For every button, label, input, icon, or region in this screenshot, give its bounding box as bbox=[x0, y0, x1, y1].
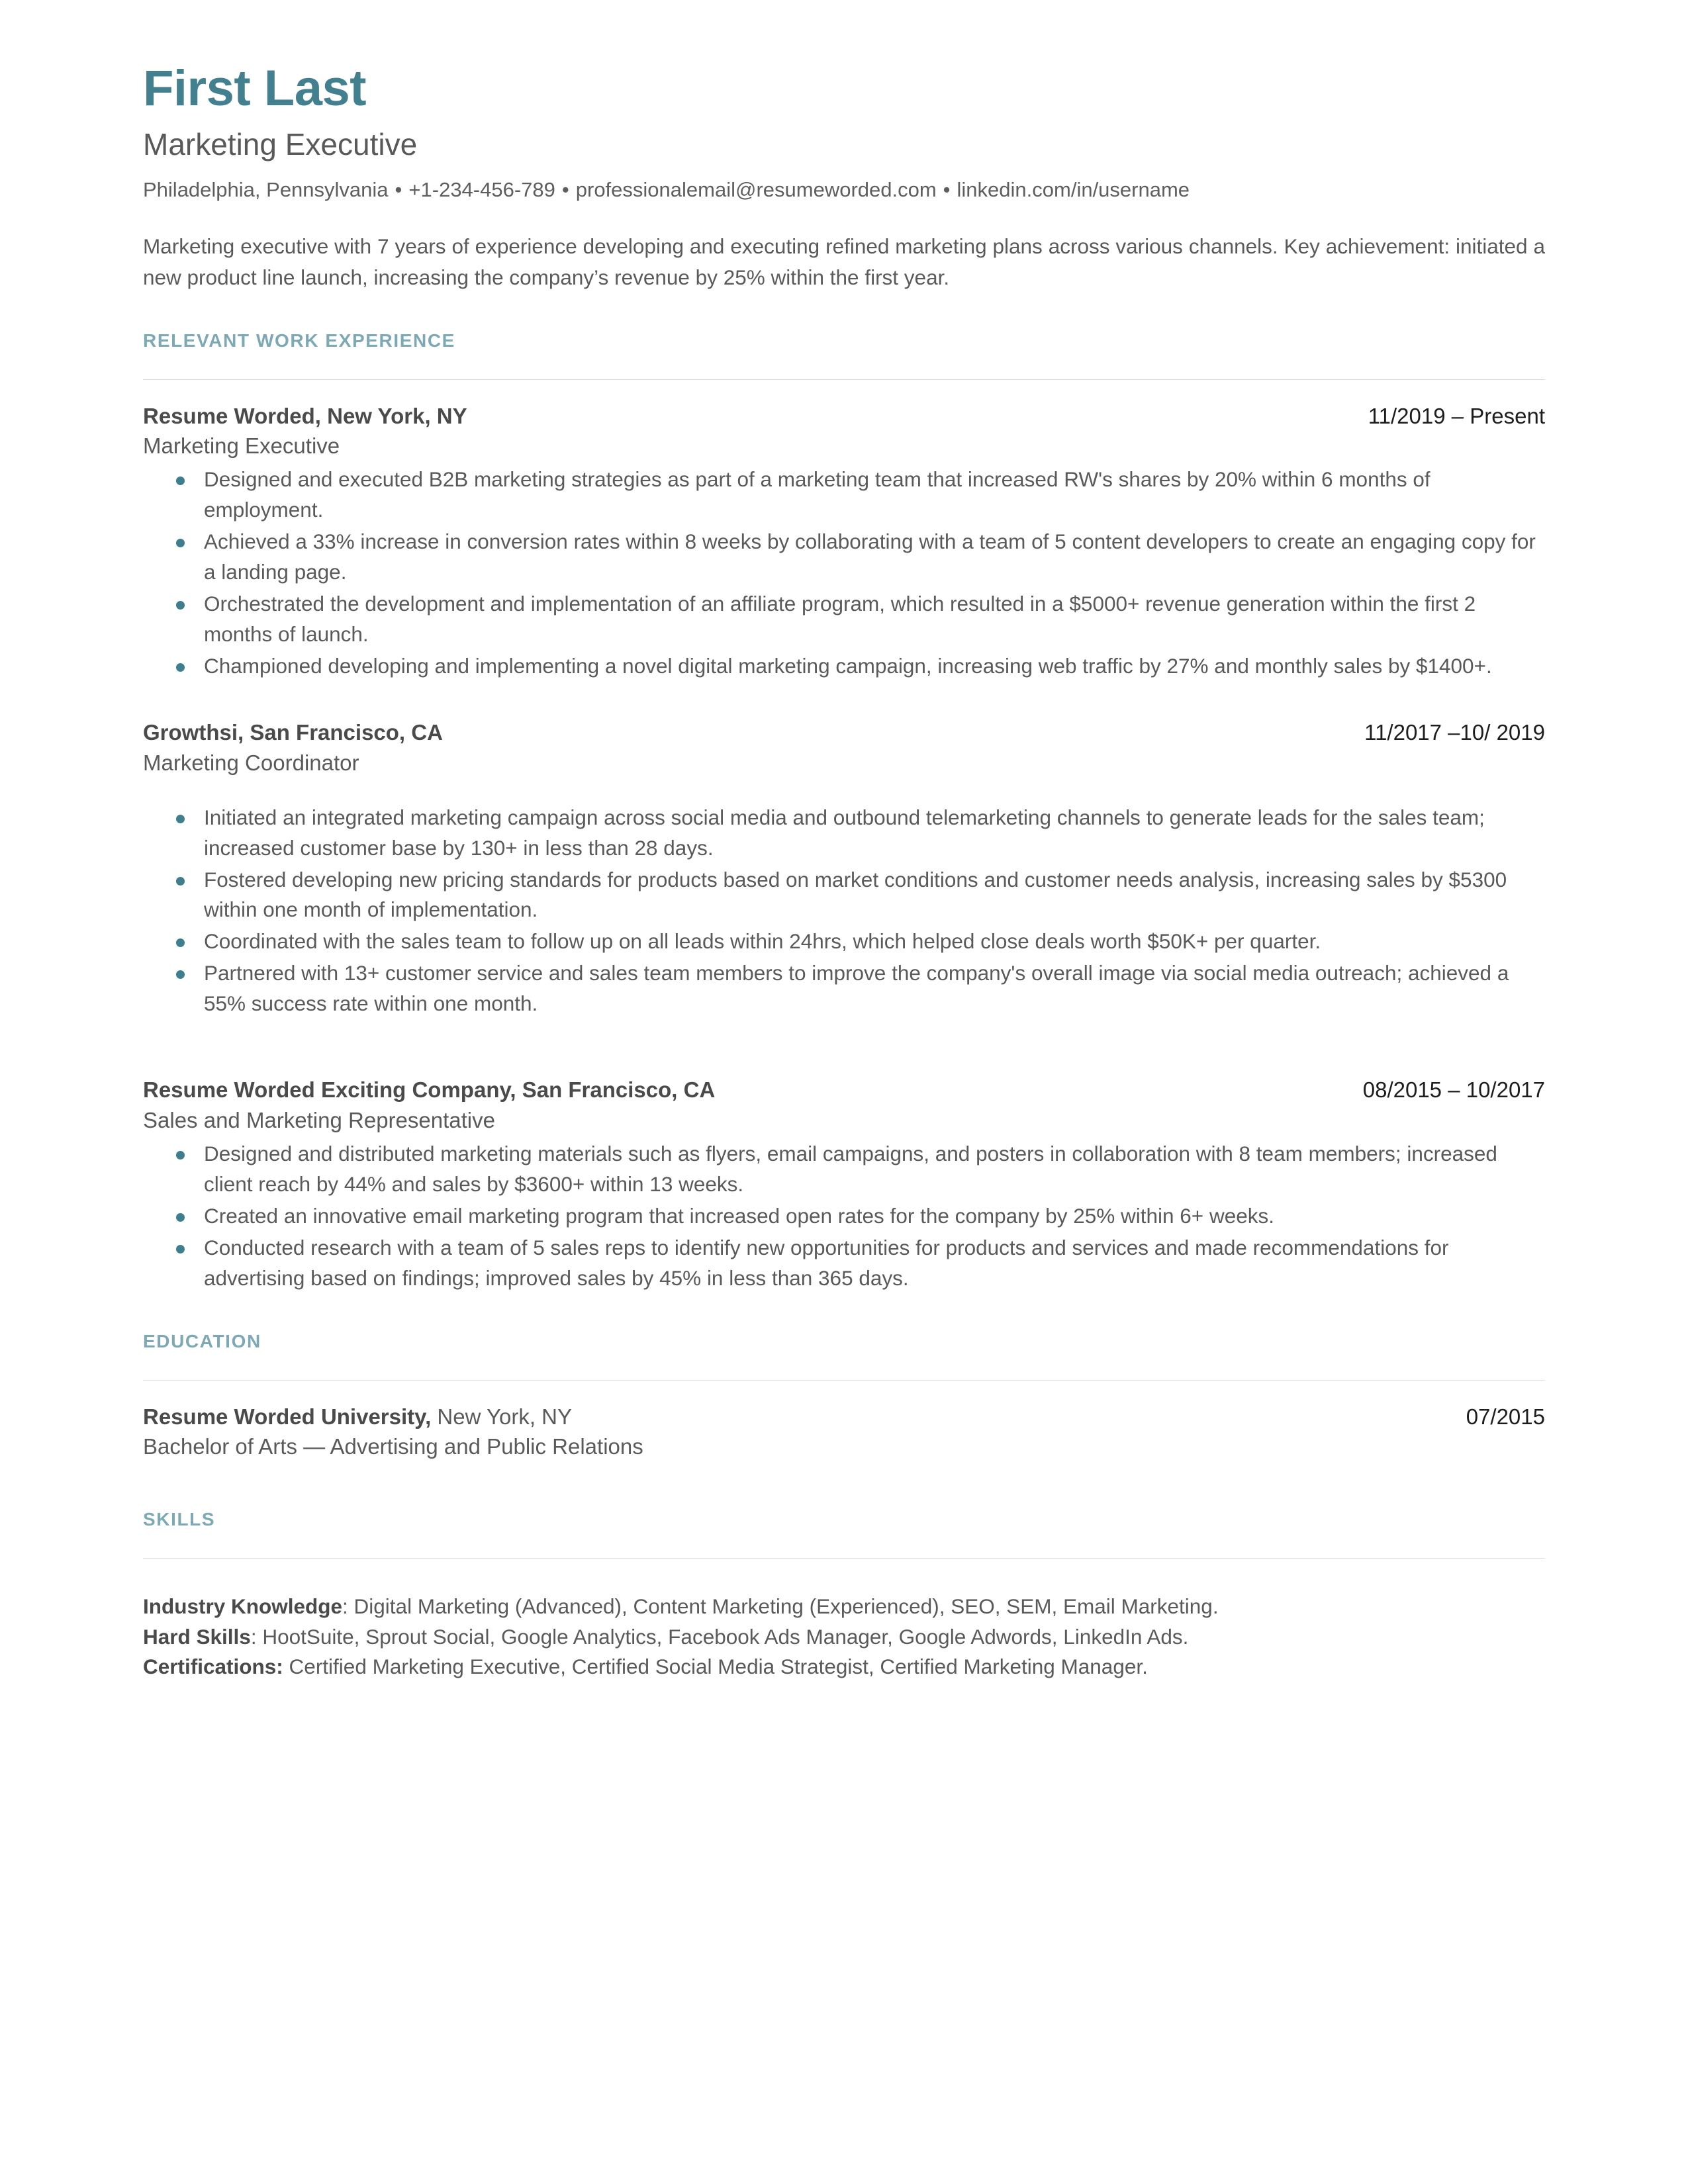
spacer bbox=[143, 1300, 1545, 1331]
experience-entry bbox=[143, 1076, 1545, 1293]
section-experience bbox=[143, 330, 1545, 1294]
contact-linkedin[interactable]: linkedin.com/in/username bbox=[957, 178, 1190, 202]
spacer bbox=[143, 1581, 1545, 1592]
professional-summary: Marketing executive with 7 years of experience developing and executing refined marketing plans across various channels. Key achievement: initiated a new product line launch, increasing the company’s revenue by 25% within the first year. bbox=[143, 234, 1545, 290]
spacer bbox=[143, 1056, 1545, 1076]
experience-dates: 11/2019 – Present bbox=[1368, 403, 1545, 428]
experience-bullet: Created an innovative email marketing program that increased open rates for the company by 25% within 6+ weeks. bbox=[143, 1201, 1545, 1232]
experience-bullet: Fostered developing new pricing standards for products based on market conditions and customer needs analysis, increasing sales by $5300 within one month of implementation. bbox=[143, 865, 1545, 926]
section-divider-experience bbox=[143, 379, 1545, 380]
experience-dates: 11/2017 –10/ 2019 bbox=[1364, 720, 1545, 745]
experience-bullet: Partnered with 13+ customer service and sales team members to improve the company's overall image via social media outreach; achieved a 55% success rate within one month. bbox=[143, 958, 1545, 1019]
experience-bullet: Initiated an integrated marketing campaign across social media and outbound telemarketing channels to generate leads for the sales team; increased customer base by 130+ in less than 28 days. bbox=[143, 803, 1545, 864]
section-education bbox=[143, 1331, 1545, 1461]
section-divider-skills bbox=[143, 1558, 1545, 1559]
experience-bullet: Coordinated with the sales team to follow up on all leads within 24hrs, which helped close deals worth $50K+ per quarter. bbox=[143, 927, 1545, 957]
contact-separator-1: • bbox=[395, 178, 402, 202]
section-title-education: EDUCATION bbox=[143, 1330, 261, 1351]
section-title-experience: RELEVANT WORK EXPERIENCE bbox=[143, 330, 455, 351]
section-title-skills: SKILLS bbox=[143, 1509, 216, 1530]
contact-phone[interactable]: +1-234-456-789 bbox=[408, 178, 555, 202]
education-entry-header bbox=[143, 1403, 1545, 1431]
experience-entry bbox=[143, 402, 1545, 682]
experience-entry-header bbox=[143, 1076, 1545, 1104]
section-divider-education bbox=[143, 1380, 1545, 1381]
experience-dates: 08/2015 – 10/2017 bbox=[1362, 1077, 1545, 1103]
education-school bbox=[143, 1403, 572, 1431]
skill-label: Hard Skills bbox=[143, 1624, 251, 1649]
experience-bullet: Conducted research with a team of 5 sales reps to identify new opportunities for products and services and made recommendations for advertising based on findings; improved sales by 45% in less than 365 days. bbox=[143, 1233, 1545, 1294]
candidate-name: First Last bbox=[143, 60, 367, 116]
education-school-location: New York, NY bbox=[431, 1404, 573, 1429]
experience-role: Marketing Coordinator bbox=[143, 750, 359, 775]
skill-label: Certifications: bbox=[143, 1655, 283, 1678]
experience-bullet: Designed and executed B2B marketing strategies as part of a marketing team that increased RW's shares by 20% within 6 months of employment. bbox=[143, 465, 1545, 525]
skill-row bbox=[143, 1652, 1545, 1682]
spacer bbox=[143, 1026, 1545, 1056]
experience-bullet: Championed developing and implementing a novel digital marketing campaign, increasing web traffic by 27% and monthly sales by $1400+. bbox=[143, 651, 1545, 682]
spacer bbox=[143, 1498, 1545, 1509]
skill-value: HootSuite, Sprout Social, Google Analytics, Facebook Ads Manager, Google Adwords, LinkedIn Ads. bbox=[262, 1624, 1189, 1649]
experience-company: Growthsi, San Francisco, CA bbox=[143, 720, 443, 745]
skill-row bbox=[143, 1622, 1545, 1652]
spacer bbox=[143, 1468, 1545, 1498]
experience-role: Sales and Marketing Representative bbox=[143, 1108, 495, 1132]
experience-bullet: Designed and distributed marketing materials such as flyers, email campaigns, and posters in collaboration with 8 team members; increased client reach by 44% and sales by $3600+ within 13 weeks. bbox=[143, 1139, 1545, 1200]
experience-bullet: Orchestrated the development and implementation of an affiliate program, which resulted in a $5000+ revenue generation within the first 2 months of launch. bbox=[143, 589, 1545, 650]
education-degree: Bachelor of Arts — Advertising and Public Relations bbox=[143, 1434, 643, 1459]
education-school-name: Resume Worded University, bbox=[143, 1404, 432, 1429]
experience-company: Resume Worded Exciting Company, San Francisco, CA bbox=[143, 1077, 716, 1103]
skill-row bbox=[143, 1592, 1545, 1621]
spacer bbox=[143, 779, 1545, 799]
education-dates: 07/2015 bbox=[1466, 1404, 1545, 1429]
skill-value: Certified Marketing Executive, Certified Social Media Strategist, Certified Marketing Manager. bbox=[289, 1655, 1148, 1678]
candidate-headline: Marketing Executive bbox=[143, 127, 418, 161]
education-entry bbox=[143, 1403, 1545, 1461]
contact-separator-2: • bbox=[561, 178, 569, 202]
experience-bullet: Achieved a 33% increase in conversion rates within 8 weeks by collaborating with a team of 5 content developers to create an engaging copy for a landing page. bbox=[143, 527, 1545, 588]
experience-role: Marketing Executive bbox=[143, 433, 340, 459]
section-skills bbox=[143, 1509, 1545, 1682]
resume-header bbox=[143, 60, 1545, 293]
experience-entry bbox=[143, 719, 1545, 1019]
skill-label: Industry Knowledge bbox=[143, 1594, 343, 1619]
experience-entry-header bbox=[143, 402, 1545, 430]
contact-location: Philadelphia, Pennsylvania bbox=[143, 178, 389, 202]
skill-value: Digital Marketing (Advanced), Content Marketing (Experienced), SEO, SEM, Email Marketing. bbox=[353, 1594, 1219, 1619]
experience-bullet-list bbox=[143, 803, 1545, 1020]
skill-separator: : bbox=[250, 1624, 263, 1649]
skill-separator bbox=[283, 1655, 289, 1678]
spacer bbox=[143, 688, 1545, 719]
skill-separator: : bbox=[342, 1594, 354, 1619]
experience-entry-header bbox=[143, 719, 1545, 747]
experience-bullet-list bbox=[143, 1139, 1545, 1294]
experience-bullet-list bbox=[143, 465, 1545, 682]
experience-company: Resume Worded, New York, NY bbox=[143, 403, 467, 428]
contact-email[interactable]: professionalemail@resumeworded.com bbox=[575, 178, 937, 202]
contact-separator-3: • bbox=[943, 178, 951, 202]
contact-line bbox=[143, 177, 1545, 202]
